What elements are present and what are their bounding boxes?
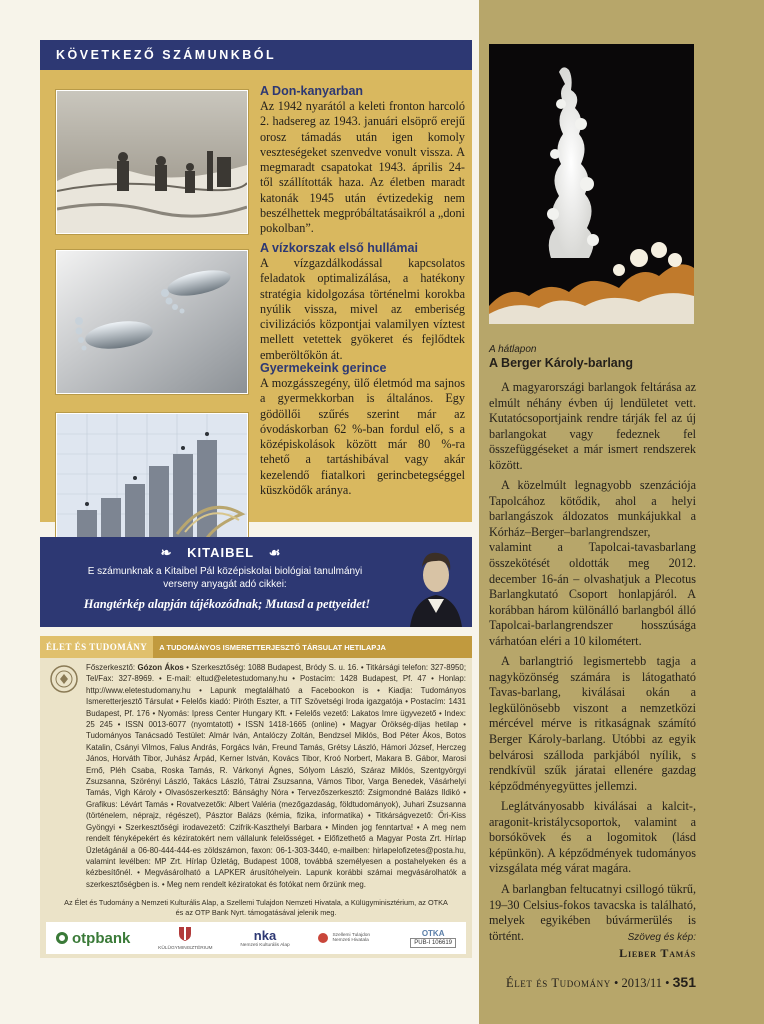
imprint-box [40,636,472,958]
don-body: Az 1942 nyarától a keleti fronton harcoló 2. hadsereg az 1943. januári elsöprő erejű orosz támadás után igen komoly veszteségeket szenvedve vonult vissza. A megmaradt csapatokat 1943. április 24-től szállították haza. Az életben maradt katonák 1945 után évtizedekig nem beszélhettek megpróbáltatásaikról a „doni pokolban”. [260,99,465,236]
editor-name: Gózon Ákos [137,663,184,672]
nka-logo: nka Nemzeti Kulturális Alap [240,928,290,948]
editor-label: Főszerkesztő: [86,663,138,672]
kitaibel-portrait [400,537,472,627]
kitaibel-description: E számunknak a Kitaibel Pál középiskolai biológiai tanulmányi verseny anyagát adó cikkei: [87,566,363,590]
kitaibel-articles: Hangtérkép alapján tájékozódnak; Mutasd a pettyeidet! [83,597,371,611]
next-issue-section [40,40,472,522]
credit-name: Lieber Tamás [619,946,696,960]
back-cover-title: A Berger Károly-barlang [489,356,634,370]
article-paragraph: A közelmúlt legnagyobb szenzációja Tapolcához kötődik, ahol a helyi barlangászok áldozatos munkájukkal a Kórház–Berger–barlangrendszer, valamint a Tapolcai-tavasbarlang összekötését oldották meg 2012. december 16-án – olvashatjuk a Plecotus Barlangkutató Csoport honlapjáról. A korábban három különálló barlangból álló Tapolcai-barlangrendszer hosszúsága várhatóan eléri a 10 kilométert. [489,478,696,648]
imprint-header [40,636,472,658]
kum-logo: KÜLÜGYMINISZTÉRIUM [158,925,212,951]
cave-photo [489,44,694,324]
otka-pub [410,929,456,948]
credit-label: Szöveg és kép: [627,932,696,943]
next-issue-header: KÖVETKEZŐ SZÁMUNKBÓL [40,40,472,70]
support-note: Az Élet és Tudomány a Nemzeti Kulturális Alap, a Szellemi Tulajdon Nemzeti Hivatala, a Külügyminisztérium, az OTKA és az OTP Bank Nyrt. támogatásával jelenik meg. [64,898,448,917]
ornament-left: ❧ [160,545,173,560]
next-issue-panel [40,70,472,522]
don-text [260,84,465,237]
water-footprint-photo [56,250,248,394]
back-cover-label: A hátlapon [489,344,537,355]
kitaibel-title: KITAIBEL [187,545,255,560]
otp-logo: otpbank [56,930,130,947]
pub-number: PUB-I 106619 [410,938,456,948]
imprint-subtitle: A TUDOMÁNYOS ISMERETTERJESZTŐ TÁRSULAT HETILAPJA [159,642,386,652]
magazine-logo: ÉLET ÉS TUDOMÁNY [40,636,153,658]
water-text [260,241,465,363]
sztnh-logo: Szellemi Tulajdon Nemzeti Hivatala [317,932,382,944]
article-paragraph: A barlangban feltucatnyi csillogó tükrű, 19–30 Celsius-fokos tavacska is található, melyek egyikében búvármerülés is történt. [489,881,696,943]
sponsor-strip [46,922,466,954]
spine-title: Gyermekeink gerince [260,361,387,375]
ornament-right: ☙ [268,545,282,560]
otp-icon [56,932,68,944]
kitaibel-title-row [40,545,402,561]
water-body: A vízgazdálkodással kapcsolatos feladatok optimalizálása, a hatékony stratégia kidolgozása történelmi korokba nyúlik vissza, mivel az emberiség civilizációs központjai valamilyen víztest mellett vetettek gyökeret és fejlődtek emberöltőkön át. [260,256,465,362]
coat-of-arms-icon [178,925,192,941]
page-footer: Élet és Tudomány • 2013/11 • 351 [505,974,696,990]
water-title: A vízkorszak első hullámai [260,241,418,255]
don-photo [56,90,248,234]
heritage-seal-icon [49,664,79,694]
spine-body: A mozgásszegény, ülő életmód ma sajnos a gyermekkorban is általános. Egy gödöllői szűrés szerint már az óvodáskorban 62 %-ban fordul elő, s a középiskolások között már 80 %-ra tehető a tartáshibával vagy akár kezelendő fiatalkori gerincbetegséggel küszködők aránya. [260,376,465,498]
sztnh-icon [317,932,329,944]
kitaibel-box [40,537,472,627]
article-paragraph: Leglátványosabb kiválásai a kalcit-, aragonit-kristálycsoportok, valamint a borsókövek és a logomitok (lásd képünkön). A képződmények tudományos vizsgálata még várat magára. [489,799,696,876]
otka-logo: OTKA [421,928,445,938]
back-cover-article [489,380,696,949]
imprint-text [86,662,466,890]
footer-magazine: Élet és Tudomány [505,976,611,990]
article-paragraph: A barlangtrió legismertebb tagja a nagyközönség számára is látogatható Tavas-barlang, kiválásai okán a legkülönösebb viszont a nemzetközi mércével mérve is ritkaságnak számító Berger Károly-barlang. Utóbbi az egyik belvárosi szálloda parkjából nyílik, s rendkívül szűk járatai ellenére gazdag képződményegyüttes jellemzi. [489,654,696,793]
footer-issue: 2013/11 [621,976,662,990]
spine-text [260,361,465,498]
article-paragraph: A magyarországi barlangok feltárása az elmúlt néhány évben új lendületet vett. Kutatócsoportjaink rendre tárják fel az új barlangokat vagy fedeznek fel összefüggéseket a már ismert rendszerek között. [489,380,696,472]
page-number: 351 [672,974,696,990]
don-title: A Don-kanyarban [260,84,364,98]
spine-photo [56,413,248,541]
imprint-body: • Szerkesztőség: 1088 Budapest, Bródy S. u. 16. • Titkársági telefon: 327-8950; Tel/Fax: 327-8969. • E-mail: eltud@eletestudomany.hu • Postacím: 1428 Budapest, Pf. 47 • Honlap: http://www.eletestudomany.hu • Lapunk megtalálható a Facebookon is • Kiadja: Tudományos Ismeretterjesztő Társulat • Felelős kiadó: Piróth Eszter, a TIT Szövetségi Iroda igazgatója • Postacím: 1431 Budapest, Pf. 176 • Nyomás: Ipress Center Hungary Kft. • Felelős vezető: Lakatos Imre ügyvezető • Index: 25 245 • ISSN 0013-6077 (nyomtatott) • ISSN 1418-1665 (online) • Magyar Örökség-díjas hetilap • Tudományos Tanácsadó Testület: Almár Iván, Antalóczy Zoltán, Bendzsel Miklós, Bod Péter Ákos, Botos Katalin, Csányi Vilmos, Falus András, Forgács Iván, Freund Tamás, Grétsy László, Hámori József, Herczeg János, Horváth Tibor, Juhász Árpád, Kerner István, Kovács Tibor, Kroó Norbert, Makara B. Gábor, Marosi Ernő, Pléh Csaba, Roska Tamás, R. Várkonyi Ágnes, Sólyom László, Száraz Miklós, Szentgyörgyi Zsuzsanna, Szörényi László, Takács László, Tátrai Zsuzsanna, Vámos Tibor, Varga Benedek, Vásárhelyi Tamás, Vigh Károly • Olvasószerkesztő: Bánsághy Nóra • Tervezőszerkesztő: Zsigmondné Balázs Ildikó • Grafikus: Lévárt Tamás • Rovatvezetők: Albert Valéria (mezőgazdaság, földtudományok), Juhari Zsuzsanna (történelem, néprajz, régészet), Pásztor Balázs (kémia, fizika, informatika) • Titkárságvezető: Őri-Kiss Gyöngyi • Szerkesztőségi irodavezető: Czifrik-Kaszthelyi Barbara • Minden jog fenntartva! • A meg nem rendelt fényképekért és kéziratokért nem vállalunk felelősséget. • Előfizethető a Magyar Posta Zrt. Hírlap Üzletágánál a 06-80-444-444-es zöldszámon, faxon: 06-1-303-3440, e-mailben: hirlapelofizetes@posta.hu, valamint levélben: MP Zrt. Hírlap Üzletág, Budapest 1008, továbbá személyesen a postahelyeken és a kézbesítőnél. • Megvásárolható a LAPKER árusítóhelyein. Lapunk korábbi számai megvásárolhatók a szerkesztőségben is. • Meg nem rendelt kéziratokat és fotókat nem őrzünk meg. [86,663,467,889]
